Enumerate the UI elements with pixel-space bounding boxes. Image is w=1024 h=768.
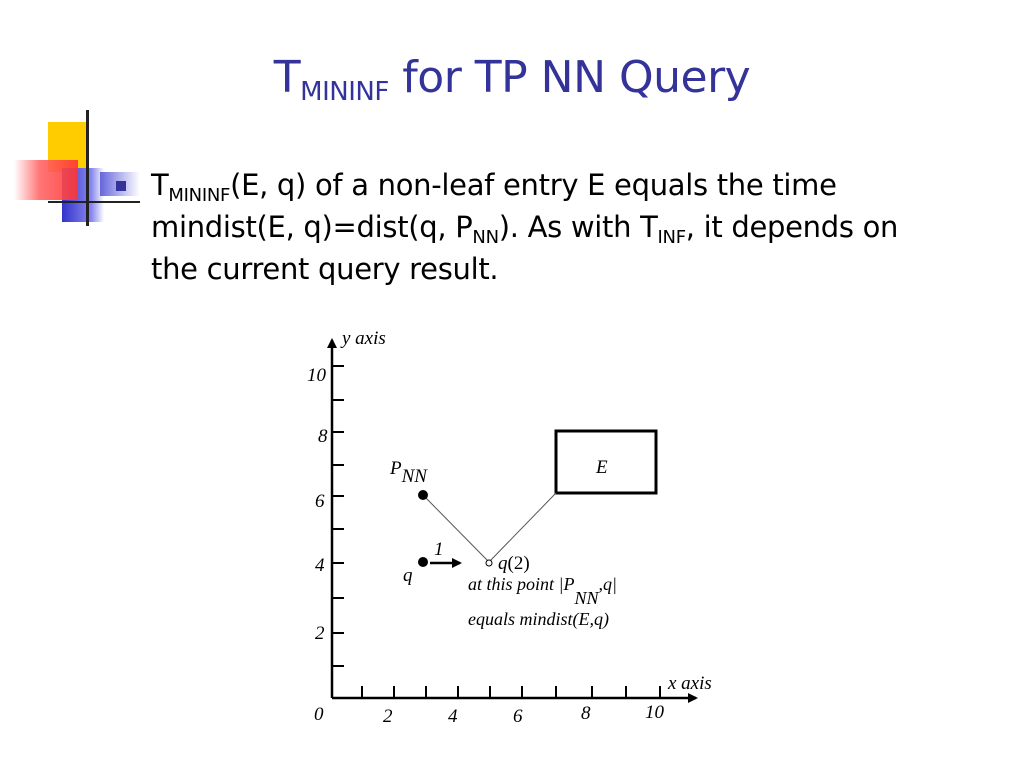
y-ticks <box>332 366 344 666</box>
q-label: q <box>403 565 413 586</box>
annotation-line-2: equals mindist(E,q) <box>468 609 609 629</box>
pnn-to-q2-line <box>423 495 489 562</box>
q-point <box>418 557 428 567</box>
q2-to-e-line <box>489 493 556 562</box>
x-tick-label: 4 <box>448 706 458 727</box>
annotation-line-1: at this point |PNN,q| <box>468 574 617 608</box>
origin-label: 0 <box>314 704 324 725</box>
bullet-sub-mininf: MININF <box>168 185 231 206</box>
y-tick-label: 6 <box>315 491 325 512</box>
bullet-text-part: mindist(E, q)=dist(q, P <box>151 210 473 244</box>
bullet-text-part: , it depends on <box>685 210 899 244</box>
y-tick-label: 8 <box>318 426 328 447</box>
y-tick-label: 10 <box>307 365 326 386</box>
x-tick-label: 10 <box>645 702 664 723</box>
bullet-t: T <box>151 168 169 202</box>
y-tick-label: 2 <box>315 623 325 644</box>
x-axis-label: x axis <box>668 673 712 694</box>
x-tick-label: 6 <box>513 706 523 727</box>
bullet-sub-inf: INF <box>657 227 686 248</box>
pnn-point <box>418 490 428 500</box>
y-tick-label: 4 <box>315 555 325 576</box>
entry-e-label: E <box>596 457 608 478</box>
bullet-text-part: (E, q) of a non-leaf entry E equals the time <box>230 168 837 202</box>
pnn-label: PNN <box>390 458 427 487</box>
x-tick-label: 2 <box>383 706 393 727</box>
title-subscript: MININF <box>300 77 389 107</box>
bullet-sub-nn: NN <box>472 227 499 248</box>
bullet-text-part: the current query result. <box>151 252 499 286</box>
y-axis-label: y axis <box>342 328 386 349</box>
title-main: T <box>273 52 301 103</box>
title-rest: for TP NN Query <box>388 52 751 103</box>
arrow-time-label: 1 <box>434 539 444 560</box>
x-ticks <box>362 686 660 698</box>
q2-point <box>486 560 492 566</box>
q2-label: q(2) <box>498 553 530 574</box>
bullet-text-part: ). As with T <box>498 210 658 244</box>
x-tick-label: 8 <box>581 703 591 724</box>
